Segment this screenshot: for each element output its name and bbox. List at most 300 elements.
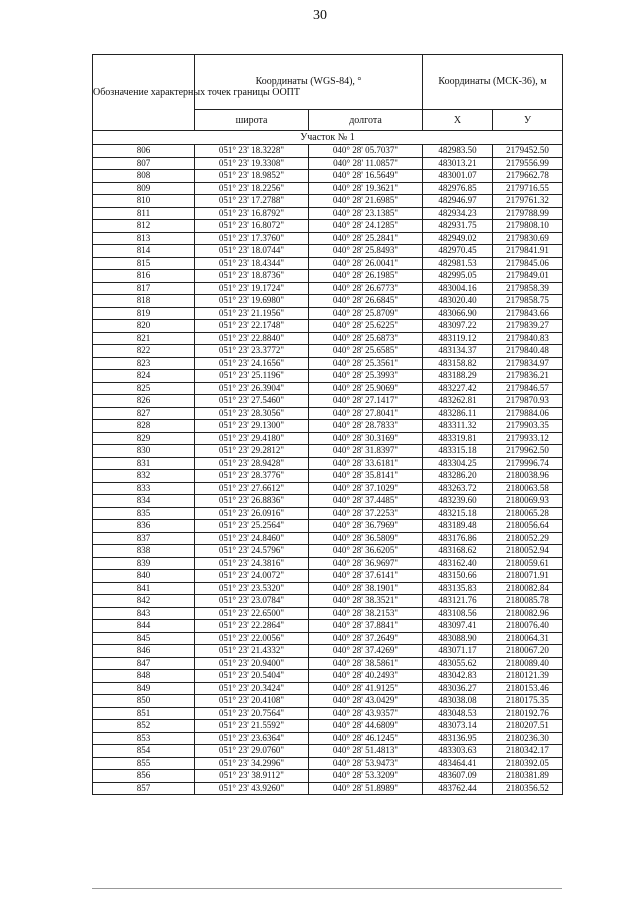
table-row (93, 732, 563, 745)
latitude-cell: 051° 23' 17.2788" (195, 195, 309, 208)
x-coordinate-cell: 483188.29 (423, 370, 493, 383)
point-id-cell: 841 (93, 582, 195, 595)
longitude-cell: 040° 28' 37.8841" (309, 620, 423, 633)
longitude-cell: 040° 28' 25.2841" (309, 232, 423, 245)
table-header-row (93, 55, 563, 110)
y-coordinate-cell: 2180153.46 (493, 682, 563, 695)
y-coordinate-cell: 2180038.96 (493, 470, 563, 483)
point-id-cell: 856 (93, 770, 195, 783)
y-coordinate-cell: 2180082.84 (493, 582, 563, 595)
y-coordinate-cell: 2179870.93 (493, 395, 563, 408)
longitude-cell: 040° 28' 43.9357" (309, 707, 423, 720)
y-coordinate-cell: 2180082.96 (493, 607, 563, 620)
latitude-cell: 051° 23' 16.8792" (195, 207, 309, 220)
point-id-cell: 843 (93, 607, 195, 620)
x-coordinate-cell: 482931.75 (423, 220, 493, 233)
point-id-cell: 819 (93, 307, 195, 320)
table-row (93, 670, 563, 683)
x-coordinate-cell: 483073.14 (423, 720, 493, 733)
point-id-cell: 811 (93, 207, 195, 220)
x-coordinate-cell: 483036.27 (423, 682, 493, 695)
latitude-cell: 051° 23' 24.8460" (195, 532, 309, 545)
longitude-cell: 040° 28' 37.6141" (309, 570, 423, 583)
longitude-cell: 040° 28' 46.1245" (309, 732, 423, 745)
table-row (93, 370, 563, 383)
table-row (93, 545, 563, 558)
point-id-cell: 825 (93, 382, 195, 395)
longitude-cell: 040° 28' 40.2493" (309, 670, 423, 683)
table-row (93, 632, 563, 645)
y-coordinate-cell: 2179830.69 (493, 232, 563, 245)
longitude-cell: 040° 28' 33.6181" (309, 457, 423, 470)
point-id-cell: 814 (93, 245, 195, 258)
x-coordinate-cell: 483136.95 (423, 732, 493, 745)
longitude-header: долгота (309, 110, 423, 131)
table-row (93, 582, 563, 595)
point-id-cell: 820 (93, 320, 195, 333)
longitude-cell: 040° 28' 26.0041" (309, 257, 423, 270)
y-coordinate-cell: 2179662.78 (493, 170, 563, 183)
latitude-cell: 051° 23' 29.2812" (195, 445, 309, 458)
latitude-cell: 051° 23' 38.9112" (195, 770, 309, 783)
x-coordinate-cell: 483303.63 (423, 745, 493, 758)
point-id-cell: 846 (93, 645, 195, 658)
table-row (93, 145, 563, 158)
table-row (93, 182, 563, 195)
latitude-cell: 051° 23' 28.3056" (195, 407, 309, 420)
latitude-cell: 051° 23' 20.9400" (195, 657, 309, 670)
latitude-cell: 051° 23' 26.8836" (195, 495, 309, 508)
y-coordinate-cell: 2179808.10 (493, 220, 563, 233)
y-coordinate-cell: 2180236.30 (493, 732, 563, 745)
x-coordinate-cell: 483088.90 (423, 632, 493, 645)
point-id-cell: 849 (93, 682, 195, 695)
longitude-cell: 040° 28' 37.2649" (309, 632, 423, 645)
point-id-cell: 837 (93, 532, 195, 545)
x-coordinate-cell: 482981.53 (423, 257, 493, 270)
latitude-cell: 051° 23' 21.4332" (195, 645, 309, 658)
longitude-cell: 040° 28' 26.6773" (309, 282, 423, 295)
table-row (93, 157, 563, 170)
wgs84-header: Координаты (WGS-84), ° (195, 55, 423, 110)
longitude-cell: 040° 28' 19.3621" (309, 182, 423, 195)
latitude-cell: 051° 23' 25.1196" (195, 370, 309, 383)
table-row (93, 532, 563, 545)
longitude-cell: 040° 28' 26.1985" (309, 270, 423, 283)
y-coordinate-cell: 2179843.66 (493, 307, 563, 320)
latitude-cell: 051° 23' 20.5404" (195, 670, 309, 683)
point-id-cell: 829 (93, 432, 195, 445)
table-row (93, 620, 563, 633)
x-coordinate-cell: 483013.21 (423, 157, 493, 170)
longitude-cell: 040° 28' 25.6585" (309, 345, 423, 358)
longitude-cell: 040° 28' 21.6985" (309, 195, 423, 208)
latitude-cell: 051° 23' 24.1656" (195, 357, 309, 370)
y-coordinate-cell: 2179841.91 (493, 245, 563, 258)
x-coordinate-cell: 483464.41 (423, 757, 493, 770)
table-row (93, 345, 563, 358)
longitude-cell: 040° 28' 51.8989" (309, 782, 423, 795)
bottom-rule (92, 888, 562, 889)
x-coordinate-cell: 483134.37 (423, 345, 493, 358)
longitude-cell: 040° 28' 25.6225" (309, 320, 423, 333)
table-row (93, 645, 563, 658)
longitude-cell: 040° 28' 27.1417" (309, 395, 423, 408)
latitude-cell: 051° 23' 17.3760" (195, 232, 309, 245)
latitude-cell: 051° 23' 23.5320" (195, 582, 309, 595)
table-row (93, 220, 563, 233)
y-coordinate-cell: 2180175.35 (493, 695, 563, 708)
table-row (93, 470, 563, 483)
latitude-cell: 051° 23' 18.3228" (195, 145, 309, 158)
table-row (93, 520, 563, 533)
y-coordinate-cell: 2179933.12 (493, 432, 563, 445)
point-id-cell: 807 (93, 157, 195, 170)
latitude-cell: 051° 23' 28.9428" (195, 457, 309, 470)
y-coordinate-cell: 2179834.97 (493, 357, 563, 370)
table-row (93, 557, 563, 570)
latitude-cell: 051° 23' 29.0760" (195, 745, 309, 758)
table-row (93, 757, 563, 770)
point-id-cell: 848 (93, 670, 195, 683)
table-row (93, 782, 563, 795)
point-id-cell: 827 (93, 407, 195, 420)
x-coordinate-cell: 483239.60 (423, 495, 493, 508)
x-coordinate-cell: 483262.81 (423, 395, 493, 408)
y-coordinate-cell: 2179962.50 (493, 445, 563, 458)
point-id-cell: 833 (93, 482, 195, 495)
point-id-cell: 840 (93, 570, 195, 583)
latitude-cell: 051° 23' 22.6500" (195, 607, 309, 620)
table-body (93, 145, 563, 795)
y-coordinate-cell: 2179452.50 (493, 145, 563, 158)
y-coordinate-cell: 2180207.51 (493, 720, 563, 733)
y-coordinate-cell: 2180052.29 (493, 532, 563, 545)
point-id-cell: 852 (93, 720, 195, 733)
x-coordinate-cell: 483121.76 (423, 595, 493, 608)
longitude-cell: 040° 28' 38.3521" (309, 595, 423, 608)
point-id-cell: 809 (93, 182, 195, 195)
table-row (93, 445, 563, 458)
table-row (93, 382, 563, 395)
latitude-cell: 051° 23' 16.8072" (195, 220, 309, 233)
y-coordinate-cell: 2179996.74 (493, 457, 563, 470)
x-coordinate-cell: 483168.62 (423, 545, 493, 558)
table-row (93, 407, 563, 420)
point-id-cell: 842 (93, 595, 195, 608)
point-id-cell: 821 (93, 332, 195, 345)
longitude-cell: 040° 28' 27.8041" (309, 407, 423, 420)
y-coordinate-cell: 2180085.78 (493, 595, 563, 608)
longitude-cell: 040° 28' 23.1385" (309, 207, 423, 220)
latitude-cell: 051° 23' 19.6980" (195, 295, 309, 308)
point-id-cell: 844 (93, 620, 195, 633)
point-id-cell: 857 (93, 782, 195, 795)
longitude-cell: 040° 28' 30.3169" (309, 432, 423, 445)
x-coordinate-cell: 482934.23 (423, 207, 493, 220)
latitude-cell: 051° 23' 29.4180" (195, 432, 309, 445)
table-row (93, 232, 563, 245)
latitude-cell: 051° 23' 27.5460" (195, 395, 309, 408)
longitude-cell: 040° 28' 11.0857" (309, 157, 423, 170)
point-id-cell: 845 (93, 632, 195, 645)
table-row (93, 357, 563, 370)
longitude-cell: 040° 28' 38.2153" (309, 607, 423, 620)
latitude-cell: 051° 23' 19.3308" (195, 157, 309, 170)
longitude-cell: 040° 28' 36.7969" (309, 520, 423, 533)
y-coordinate-cell: 2179788.99 (493, 207, 563, 220)
point-id-cell: 832 (93, 470, 195, 483)
table-row (93, 207, 563, 220)
x-coordinate-cell: 483048.53 (423, 707, 493, 720)
y-coordinate-cell: 2179846.57 (493, 382, 563, 395)
x-coordinate-cell: 483319.81 (423, 432, 493, 445)
longitude-cell: 040° 28' 35.8141" (309, 470, 423, 483)
table-row (93, 745, 563, 758)
latitude-cell: 051° 23' 28.3776" (195, 470, 309, 483)
longitude-cell: 040° 28' 51.4813" (309, 745, 423, 758)
point-id-cell: 810 (93, 195, 195, 208)
latitude-cell: 051° 23' 20.7564" (195, 707, 309, 720)
longitude-cell: 040° 28' 38.5861" (309, 657, 423, 670)
point-id-cell: 851 (93, 707, 195, 720)
y-coordinate-cell: 2180121.39 (493, 670, 563, 683)
x-coordinate-cell: 483135.83 (423, 582, 493, 595)
latitude-cell: 051° 23' 34.2996" (195, 757, 309, 770)
x-coordinate-cell: 482946.97 (423, 195, 493, 208)
table-row (93, 720, 563, 733)
table-row (93, 457, 563, 470)
longitude-cell: 040° 28' 44.6809" (309, 720, 423, 733)
point-id-cell: 816 (93, 270, 195, 283)
x-coordinate-cell: 483055.62 (423, 657, 493, 670)
table-row (93, 770, 563, 783)
table-row (93, 295, 563, 308)
table-row (93, 570, 563, 583)
y-coordinate-cell: 2180089.40 (493, 657, 563, 670)
longitude-cell: 040° 28' 38.1901" (309, 582, 423, 595)
y-coordinate-cell: 2180381.89 (493, 770, 563, 783)
x-coordinate-cell: 482983.50 (423, 145, 493, 158)
y-coordinate-cell: 2179839.27 (493, 320, 563, 333)
point-id-cell: 855 (93, 757, 195, 770)
point-id-cell: 853 (93, 732, 195, 745)
x-coordinate-cell: 483762.44 (423, 782, 493, 795)
table-row (93, 607, 563, 620)
table-row (93, 432, 563, 445)
longitude-cell: 040° 28' 41.9125" (309, 682, 423, 695)
longitude-cell: 040° 28' 37.2253" (309, 507, 423, 520)
x-coordinate-cell: 483020.40 (423, 295, 493, 308)
latitude-cell: 051° 23' 23.0784" (195, 595, 309, 608)
y-coordinate-cell: 2179716.55 (493, 182, 563, 195)
point-id-cell: 817 (93, 282, 195, 295)
table-row (93, 657, 563, 670)
point-id-cell: 836 (93, 520, 195, 533)
latitude-cell: 051° 23' 20.3424" (195, 682, 309, 695)
longitude-cell: 040° 28' 25.3993" (309, 370, 423, 383)
table-row (93, 682, 563, 695)
x-coordinate-cell: 483108.56 (423, 607, 493, 620)
y-coordinate-cell: 2179836.21 (493, 370, 563, 383)
point-id-cell: 808 (93, 170, 195, 183)
x-header: Х (423, 110, 493, 131)
longitude-cell: 040° 28' 25.6873" (309, 332, 423, 345)
y-coordinate-cell: 2179840.48 (493, 345, 563, 358)
y-coordinate-cell: 2179858.75 (493, 295, 563, 308)
x-coordinate-cell: 482949.02 (423, 232, 493, 245)
latitude-cell: 051° 23' 26.0916" (195, 507, 309, 520)
latitude-cell: 051° 23' 29.1300" (195, 420, 309, 433)
x-coordinate-cell: 483001.07 (423, 170, 493, 183)
table-row (93, 270, 563, 283)
x-coordinate-cell: 483176.86 (423, 532, 493, 545)
x-coordinate-cell: 483215.18 (423, 507, 493, 520)
table-row (93, 320, 563, 333)
y-coordinate-cell: 2180076.40 (493, 620, 563, 633)
latitude-cell: 051° 23' 22.8840" (195, 332, 309, 345)
section-row (93, 131, 563, 145)
x-coordinate-cell: 483042.83 (423, 670, 493, 683)
section-title: Участок № 1 (93, 131, 563, 145)
x-coordinate-cell: 483004.16 (423, 282, 493, 295)
latitude-cell: 051° 23' 18.9852" (195, 170, 309, 183)
y-coordinate-cell: 2180356.52 (493, 782, 563, 795)
x-coordinate-cell: 483304.25 (423, 457, 493, 470)
point-id-cell: 826 (93, 395, 195, 408)
point-id-cell: 839 (93, 557, 195, 570)
point-id-cell: 812 (93, 220, 195, 233)
page-number: 30 (313, 8, 327, 23)
latitude-cell: 051° 23' 18.4344" (195, 257, 309, 270)
point-id-cell: 806 (93, 145, 195, 158)
y-header: У (493, 110, 563, 131)
y-coordinate-cell: 2180192.76 (493, 707, 563, 720)
point-id-cell: 818 (93, 295, 195, 308)
longitude-cell: 040° 28' 37.4485" (309, 495, 423, 508)
table-row (93, 332, 563, 345)
point-id-cell: 838 (93, 545, 195, 558)
coordinates-table (92, 54, 563, 795)
latitude-cell: 051° 23' 23.6364" (195, 732, 309, 745)
table-row (93, 195, 563, 208)
x-coordinate-cell: 483066.90 (423, 307, 493, 320)
point-id-cell: 854 (93, 745, 195, 758)
x-coordinate-cell: 482970.45 (423, 245, 493, 258)
table-row (93, 495, 563, 508)
latitude-cell: 051° 23' 24.0072" (195, 570, 309, 583)
x-coordinate-cell: 483227.42 (423, 382, 493, 395)
latitude-cell: 051° 23' 22.0056" (195, 632, 309, 645)
longitude-cell: 040° 28' 36.5809" (309, 532, 423, 545)
y-coordinate-cell: 2179884.06 (493, 407, 563, 420)
table-row (93, 507, 563, 520)
x-coordinate-cell: 483607.09 (423, 770, 493, 783)
table-row (93, 395, 563, 408)
point-id-cell: 813 (93, 232, 195, 245)
x-coordinate-cell: 483097.22 (423, 320, 493, 333)
point-id-cell: 815 (93, 257, 195, 270)
longitude-cell: 040° 28' 05.7037" (309, 145, 423, 158)
y-coordinate-cell: 2180059.61 (493, 557, 563, 570)
y-coordinate-cell: 2179845.06 (493, 257, 563, 270)
x-coordinate-cell: 483189.48 (423, 520, 493, 533)
x-coordinate-cell: 482995.05 (423, 270, 493, 283)
longitude-cell: 040° 28' 37.1029" (309, 482, 423, 495)
longitude-cell: 040° 28' 53.3209" (309, 770, 423, 783)
latitude-cell: 051° 23' 19.1724" (195, 282, 309, 295)
latitude-cell: 051° 23' 21.5592" (195, 720, 309, 733)
longitude-cell: 040° 28' 25.8493" (309, 245, 423, 258)
longitude-cell: 040° 28' 28.7833" (309, 420, 423, 433)
longitude-cell: 040° 28' 36.9697" (309, 557, 423, 570)
msk36-header: Координаты (МСК-36), м (423, 55, 563, 110)
y-coordinate-cell: 2179840.83 (493, 332, 563, 345)
table-row (93, 482, 563, 495)
y-coordinate-cell: 2179556.99 (493, 157, 563, 170)
point-id-cell: 835 (93, 507, 195, 520)
longitude-cell: 040° 28' 36.6205" (309, 545, 423, 558)
latitude-cell: 051° 23' 18.8736" (195, 270, 309, 283)
y-coordinate-cell: 2179858.39 (493, 282, 563, 295)
table-row (93, 707, 563, 720)
longitude-cell: 040° 28' 31.8397" (309, 445, 423, 458)
y-coordinate-cell: 2180392.05 (493, 757, 563, 770)
point-id-cell: 822 (93, 345, 195, 358)
longitude-cell: 040° 28' 16.5649" (309, 170, 423, 183)
longitude-cell: 040° 28' 25.8709" (309, 307, 423, 320)
x-coordinate-cell: 483263.72 (423, 482, 493, 495)
x-coordinate-cell: 483286.20 (423, 470, 493, 483)
table-row (93, 245, 563, 258)
latitude-cell: 051° 23' 21.1956" (195, 307, 309, 320)
point-id-cell: 831 (93, 457, 195, 470)
y-coordinate-cell: 2179849.01 (493, 270, 563, 283)
longitude-cell: 040° 28' 43.0429" (309, 695, 423, 708)
x-coordinate-cell: 483162.40 (423, 557, 493, 570)
y-coordinate-cell: 2180067.20 (493, 645, 563, 658)
y-coordinate-cell: 2180056.64 (493, 520, 563, 533)
y-coordinate-cell: 2180069.93 (493, 495, 563, 508)
table-row (93, 170, 563, 183)
x-coordinate-cell: 483315.18 (423, 445, 493, 458)
longitude-cell: 040° 28' 26.6845" (309, 295, 423, 308)
x-coordinate-cell: 483038.08 (423, 695, 493, 708)
y-coordinate-cell: 2180071.91 (493, 570, 563, 583)
y-coordinate-cell: 2180064.31 (493, 632, 563, 645)
point-id-cell: 834 (93, 495, 195, 508)
table-row (93, 257, 563, 270)
point-id-cell: 850 (93, 695, 195, 708)
latitude-cell: 051° 23' 20.4108" (195, 695, 309, 708)
table-row (93, 695, 563, 708)
x-coordinate-cell: 483286.11 (423, 407, 493, 420)
longitude-cell: 040° 28' 53.9473" (309, 757, 423, 770)
latitude-cell: 051° 23' 23.3772" (195, 345, 309, 358)
y-coordinate-cell: 2179903.35 (493, 420, 563, 433)
latitude-header: широта (195, 110, 309, 131)
x-coordinate-cell: 483097.41 (423, 620, 493, 633)
latitude-cell: 051° 23' 24.5796" (195, 545, 309, 558)
point-id-cell: 847 (93, 657, 195, 670)
x-coordinate-cell: 482976.85 (423, 182, 493, 195)
latitude-cell: 051° 23' 18.2256" (195, 182, 309, 195)
y-coordinate-cell: 2179761.32 (493, 195, 563, 208)
y-coordinate-cell: 2180052.94 (493, 545, 563, 558)
y-coordinate-cell: 2180065.28 (493, 507, 563, 520)
longitude-cell: 040° 28' 25.9069" (309, 382, 423, 395)
point-id-cell: 828 (93, 420, 195, 433)
